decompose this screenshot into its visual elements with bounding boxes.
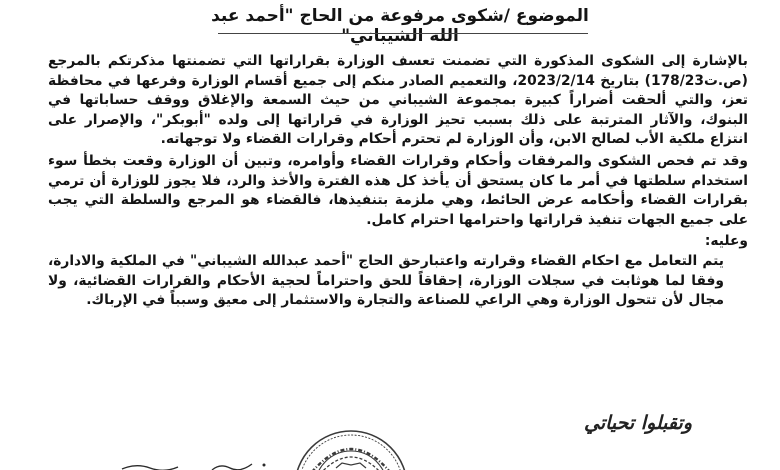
paragraph-decision: يتم التعامل مع احكام القضاء وقرارته واعتبارحق الحاج "أحمد عبدالله الشيباني" في الملكية والادارة، وفقا لما هوثابت في سجلات الوزارة، إحقاقاً للحق واحتراماً لحجية الأحكام والقرارات القضائية، ولا مجال لأن تتحول الوزارة وهي الراعي للصناعة والتجارة والاستثمار إلى معيق وسبباً في الإرباك. <box>48 252 724 309</box>
signature-fragment-icon <box>116 455 286 470</box>
subject-underline <box>218 33 588 34</box>
official-seal-icon <box>292 428 410 470</box>
paragraph-complaint-reference: بالإشارة إلى الشكوى المذكورة التي تضمنت تعسف الوزارة بقراراتها التي تضمنتها مذكرتكم بالمرجع (ص.ت178/23) بتاريخ 2023/2/14، والتعميم الصادر منكم إلى جميع أقسام الوزارة وفرعها في محافظة تعز، والتي ألحقت أضراراً كبيرة بمجموعة الشيباني من حيث السمعة والإغلاق ووقف حساباتها في البنوك، والآثار المترتبة على ذلك بسبب تحيز الوزارة في قراراتها إلى ولده "أبوبكر"، والإصرار على انتزاع ملكية الأب لصالح الابن، وأن الوزارة لم تحترم أحكام وقرارات القضاء ولا توجهاته. <box>48 53 748 148</box>
subject-line: الموضوع /شكوى مرفوعة من الحاج "أحمد عبد الله الشيباني" <box>211 6 589 46</box>
closing-greeting <box>584 412 692 434</box>
paragraph-findings: وقد تم فحص الشكوى والمرفقات وأحكام وقرارات القضاء وأوامره، وتبين أن الوزارة وقعت بخطأ سوء استخدام سلطتها في أمر ما كان يستحق أن يأخذ كل هذه الفترة والأخذ والرد، فلا يجوز للوزارة أن ترمي بقرارات القضاء وأحكامه عرض الحائط، وهي ملزمة بتنفيذها، فالقضاء هو المرجع والسلطة التي يجب على جميع الجهات تنفيذ قراراتها واحترامها احترام كامل. <box>48 152 748 228</box>
letter-body <box>48 52 748 311</box>
closing-text: وتقبلوا تحياتي <box>583 412 692 434</box>
paragraph-therefore: وعليه: <box>704 233 748 250</box>
